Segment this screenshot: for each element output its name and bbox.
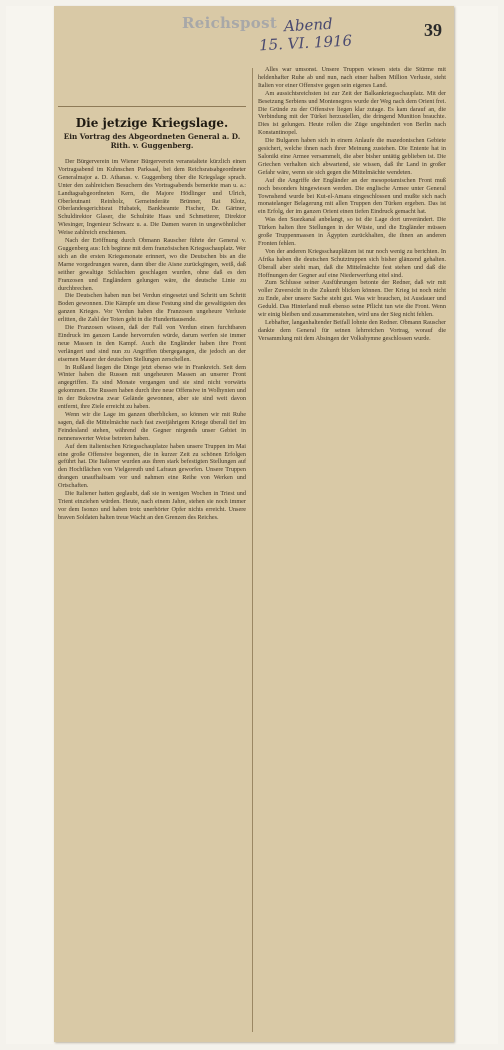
scan-background [6,6,498,1044]
left-column [58,158,246,1034]
paragraph: Wenn wir die Lage im ganzen überblicken, so können wir mit Ruhe sagen, daß die Mittelmächte nach fast zweijährigem Kriege überall tief im Feindesland stehen, während die Gegner nirgends unser Gebiet in nennenswerter Weise betreten haben. [58,411,246,442]
right-column [258,66,446,1034]
paragraph: Alles war umsonst. Unsere Truppen wiesen stets die Stürme mit heldenhafter Ruhe ab und nun, nach einer halben Million Verluste, steht Italien vor einer Offensive gegen sein eigenes Land. [258,66,446,89]
article-headline: Die jetzige Kriegslage. [75,116,229,130]
handwritten-place: Abend [283,14,334,36]
paragraph: Von der anderen Kriegsschauplätzen ist nur noch wenig zu berichten. In Afrika haben die deutschen Schutztruppen sich bisher glänzend gehalten. Überall aber sieht man, daß die Mittelmächte fest stehen und daß die Hoffnungen der Gegner auf eine Niederwerfung eitel sind. [258,247,446,279]
page-number: 39 [424,20,442,40]
paragraph: Die Franzosen wissen, daß der Fall von Verdun einen furchtbaren Eindruck im ganzen Lande hervorrufen würde, darum werfen sie immer neue Massen in den Kampf. Auch die Engländer haben ihre Front verlängert und sind nun zu Angriffen übergegangen, die jedoch an der eisernen Mauer der deutschen Stellungen zerschellen. [58,324,246,363]
paragraph: Am aussichtsreichsten ist zur Zeit der Balkankriegsschauplatz. Mit der Besetzung Serbiens und Montenegros wurde der Weg nach dem Orient frei. Die Gründe zu der Offensive liegen klar zutage. Es kam darauf an, die Verbindung mit der Türkei herzustellen, die dringend Munition brauchte. Dies ist gelungen. Heute rollen die Züge ungehindert von Berlin nach Konstantinopel. [258,89,446,137]
paragraph: Was den Suezkanal anbelangt, so ist die Lage dort unverändert. Die Türken halten ihre Stellungen in der Wüste, und die Engländer müssen große Truppenmassen in Ägypten zurückhalten, die ihnen an anderen Fronten fehlen. [258,216,446,247]
article-subhead: Ein Vortrag des Abgeordneten General a. D. Rith. v. Guggenberg. [63,132,241,150]
paragraph: Die Deutschen haben nun bei Verdun eingesetzt und Schritt um Schritt Boden gewonnen. Die Kämpfe um diese Festung sind die gewaltigsten des ganzen Krieges. Vor Verdun haben die Franzosen ungeheure Verluste erlitten, die Zahl der Toten geht in die Hunderttausende. [58,292,246,324]
paragraph: Zum Schlusse seiner Ausführungen betonte der Redner, daß wir mit voller Zuversicht in die Zukunft blicken können. Der Krieg ist noch nicht zu Ende, aber unsere Sache steht gut. Was wir brauchen, ist Ausdauer und Geduld. Das Hinterland muß ebenso seine Pflicht tun wie die Front. Wenn wir einig bleiben und zusammenstehen, wird uns der Sieg nicht fehlen. [258,279,446,319]
paragraph: Nach der Eröffnung durch Obmann Rauscher führte der General v. Guggenberg aus: Ich beginne mit dem französischen Kriegsschauplatz. Wer sich an die ersten Kriegsmonate erinnert, wo die Deutschen bis an die Marne vorgedrungen waren, dann über die Aisne zurückgingen, weiß, daß seither gewaltige Schlachten geschlagen wurden, ohne daß es den Franzosen und Engländern gelungen wäre, die deutsche Linie zu durchbrechen. [58,237,246,292]
handwritten-date: 15. VI. 1916 [258,31,353,55]
paragraph: Lebhafter, langanhaltender Beifall lohnte den Redner. Obmann Rauscher dankte dem General für seinen lehrreichen Vortrag, worauf die Versammlung mit dem Absingen der Volkshymne geschlossen wurde. [258,319,446,342]
newspaper-clipping [54,6,454,1042]
article-heading [58,112,246,150]
paragraph: Auf die Angriffe der Engländer an der mesopotamischen Front muß noch besonders hingewiesen werden. Die englische Armee unter General Townshend wurde bei Kut-el-Amara eingeschlossen und mußte sich nach monatelanger Belagerung mit allen Truppen den Türken ergeben. Das ist ein Erfolg, der im ganzen Orient einen tiefen Eindruck gemacht hat. [258,176,446,216]
paragraph: Die Bulgaren haben sich in einem Anlaufe die mazedonischen Gebiete gesichert, welche ihnen nach ihrer Meinung zustehen. Die Entente hat in Saloniki eine Armee versammelt, die aber bisher untätig geblieben ist. Die Griechen verhalten sich abwartend, sie wissen, daß ihr Land in großer Gefahr wäre, wenn sie sich gegen die Mittelmächte wendeten. [258,137,446,176]
paragraph: Auf dem italienischen Kriegsschauplatze haben unsere Truppen im Mai eine große Offensive begonnen, die in kurzer Zeit zu schönen Erfolgen geführt hat. Die Italiener wurden aus ihren stark befestigten Stellungen auf den Hochflächen von Vielgereuth und Lafraun geworfen. Unsere Truppen drangen unaufhaltsam vor und nahmen eine Reihe von Werken und Ortschaften. [58,442,246,490]
paragraph: In Rußland liegen die Dinge jetzt ebenso wie in Frankreich. Seit dem Winter haben die Russen mit ungeheuren Massen an unserer Front angegriffen. Es sind Monate vergangen und sie sind nicht vorwärts gekommen. Die Russen haben durch ihre neue Offensive in Wolhynien und in der Bukowina zwar Gelände gewonnen, aber sie sind weit davon entfernt, ihre Ziele erreicht zu haben. [58,363,246,411]
paragraph: Die Italiener hatten geglaubt, daß sie in wenigen Wochen in Triest und Trient einziehen würden. Heute, nach einem Jahre, stehen sie noch immer vor dem Isonzo und haben trotz unerhörter Opfer nichts erreicht. Unsere braven Soldaten halten treue Wacht an den Grenzen des Reiches. [58,490,246,521]
masthead: Reichspost [182,14,278,32]
paragraph: Der Bürgerverein im Wiener Bürgerverein veranstaltete kürzlich einen Vortragsabend im Kuhnschen Parksaal, bei dem Reichsratsabgeordneter Generalmajor a. D. Athanas. v. Guggenberg über die Kriegslage sprach. Unter den zahlreichen Besuchern des Vortragsabends bemerkte man u. a.: Landtagsabgeordneten Kern, die Majore Hödlinger und Ulrich, Oberleutnant Reinholz, Gemeinderäte Brünner, Rat Klotz, Oberlandesgerichtsrat Hubatek, Bankbeamte Fischer, Dr. Gärtner, Schuldirektor Glaser, die Schulräte Haas und Schmetterer, Direktor Wiesinger, Ingenieur Schwarz u. a. Die Damen waren in ungewöhnlicher Weise zahlreich erschienen. [58,158,246,237]
column-divider [252,68,253,1032]
previous-article-end [58,66,246,107]
